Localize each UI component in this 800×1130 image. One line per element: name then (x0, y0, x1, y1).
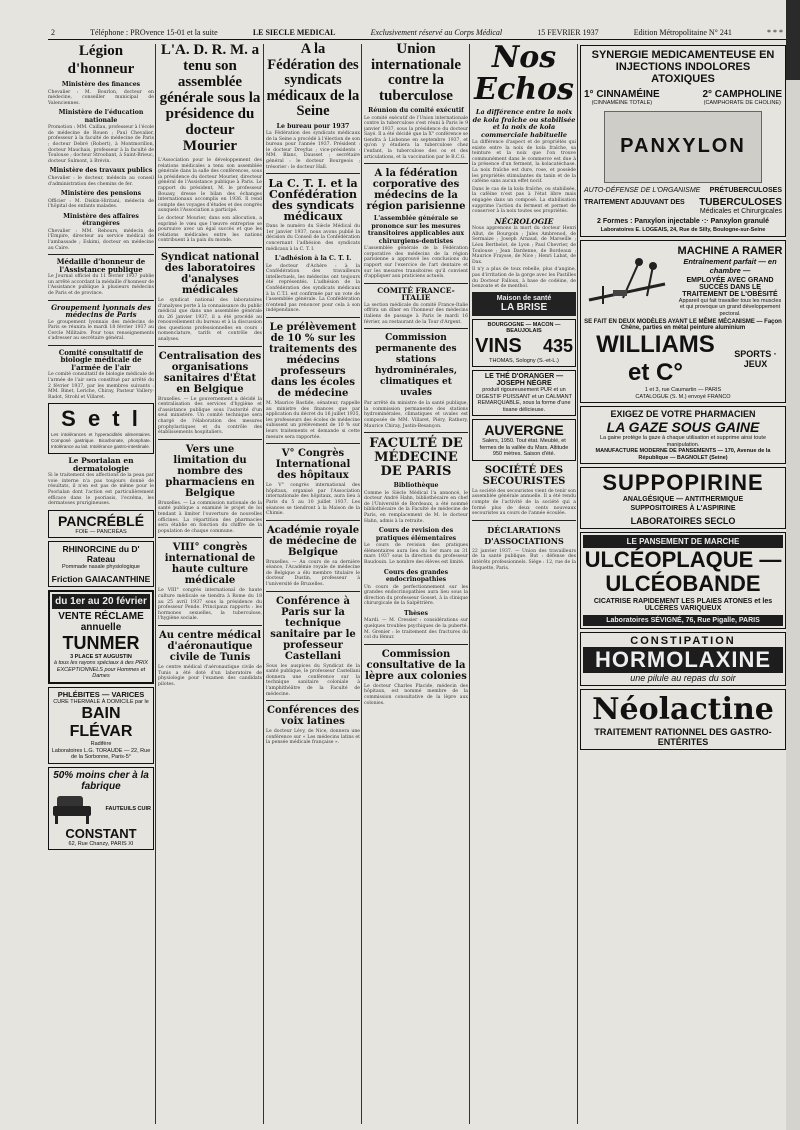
article-heading: NÉCROLOGIE (494, 216, 554, 226)
friction-title: Friction GAIACANTHINE (51, 573, 151, 584)
article-text: Officier : M. Diskin-Hiritani, médecin de l'hôpital des enfants malades. (48, 198, 154, 210)
divider (158, 346, 262, 347)
the-text: produit rigoureusement PUR et un DIGESTIF PUISSANT et un CALMANT REMARQUABLE, sous la forme d'une tisane délicieuse. (476, 387, 572, 413)
williams-side: SPORTS · JEUX (734, 349, 777, 369)
neolactine-logo: Néolactine (592, 692, 774, 727)
article-subheading: Thèses (404, 609, 428, 617)
article-subheading: L'assemblée générale se prononce sur les mesures transitoires applicables aux chirurgiens-dentistes (367, 215, 465, 245)
column-3 (266, 42, 360, 1122)
tunmer-text: à tous les rayons spéciaux à des PRIX EXCEPTIONNELS pour Hommes et Dames (53, 660, 149, 680)
tuberculoses-sub: Médicales et Chirurgicales (699, 207, 782, 215)
article-text: La société des secouristes vient de tenir son assemblée générale annuelle. Il a été rendu compte de l'activité de la société qui a formé plus de deux cents nouveaux secouristes au cours de l'année écoulée. (472, 488, 576, 517)
maison-sub: LA BRISE (500, 301, 548, 313)
article-subheading: Cours des grandes endocrinopathies (383, 568, 449, 584)
logeais-lab: Laboratoires E. LOGEAIS, 24, Rue de Silly, Boulogne-sur-Seine (600, 226, 766, 233)
divider (472, 520, 576, 521)
gaze-ad (580, 406, 786, 464)
article-heading: Conférence à Paris sur la technique sanitaire par le professeur Castellani (270, 595, 356, 662)
ulceo-text: CICATRISE RAPIDEMENT LES PLAIES ATONES et les ULCÈRES VARIQUEUX (593, 598, 773, 612)
divider (158, 439, 262, 440)
union-title: Union internationale contre la tuberculose (371, 42, 461, 104)
divider (364, 432, 468, 433)
legion-title: Légion d'honneur (67, 43, 135, 77)
setl-logo: S e t l (61, 406, 141, 432)
article-heading: Groupement lyonnais des médecins de Paris (51, 302, 151, 320)
article-heading: Le prélèvement de 10 % sur les traitements des médecins professeurs dans les écoles de médecine (268, 321, 358, 399)
auvergne-title: AUVERGNE (484, 422, 564, 439)
article-text: Le docteur Charles Placide, médecin des hôpitaux, est nommé membre de la commission consultative de la lèpre aux colonies. (364, 683, 468, 706)
article-text: Le Journal officiel du 11 février 1937 publie un arrêté accordant la médaille d'honneur de l'Assistance publique à plusieurs médecins de Paris et de province. (48, 274, 154, 296)
phlebites-title: PHLÉBITES — VARICES (57, 689, 145, 699)
formes-text: 2 Formes : Panxylon injectable ·:· Panxylon granulé (597, 217, 769, 225)
auvergne-text: Salers, 1950. Tout état. Meublé, et fermes de la vallée du Mars. Altitude 950 mètres. Saison d'été. (479, 438, 569, 458)
divider (266, 700, 360, 701)
article-heading: Comité consultatif de biologie médicale de l'armée de l'air (58, 347, 144, 372)
divider (266, 173, 360, 174)
suppopirine-text: SUPPOSITOIRES À L'ASPIRINE (630, 505, 736, 512)
divider (158, 625, 262, 626)
article-text: L'assemblée générale de la Fédération corporative des médecins de la région parisienne a approuvé les conclusions du rapport sur l'exercice de l'art dentaire et sur les mesures transitoires qu'il convient d'appliquer aux praticiens actuels. (364, 246, 468, 280)
campholine-title: 2° CAMPHOLINE (702, 89, 782, 100)
article-text: Le cours de revision des pratiques élémentaires aura lieu du 1er mars au 31 mars 1937 sous la direction du professeur Baudouin. Le nombre des élèves est limité. (364, 543, 468, 565)
panxylon-ad (580, 45, 786, 237)
rhinorcine-title: RHINORCINE du D' Rateau (62, 544, 140, 565)
article-text: Promotion : MM. Caillau, professeur à l'école de médecine de Rouen ; Paul Chevalier, professeur à la faculté de médecine de Paris ; docteur Debré (Robert), à Montmorillon, docteur Mauchais, professeur à la faculté de Toulouse ; docteur Stroobant, à Saint-Brieuc, docteur Sulmont, à Brévin. (48, 125, 154, 164)
vins-price: 435 (542, 335, 573, 356)
rhinorcine-ad (48, 541, 154, 587)
machine-sub: Entraînement parfait — en chambre — (683, 256, 777, 275)
gaze-title: EXIGEZ DE VOTRE PHARMACIEN (610, 409, 756, 419)
machine-ramer-ad (580, 240, 786, 403)
phlebites-sub: CURE THERMALE À DOMICILE par le (53, 698, 149, 705)
divider (48, 300, 154, 301)
machine-text: EMPLOYÉE AVEC GRAND SUCCÈS DANS LE TRAITEMENT DE L'OBÉSITÉ (682, 276, 778, 298)
column-rule (469, 44, 470, 1124)
column-6-ads (580, 42, 786, 1122)
article-text: Si le traitement des affections de la peau par voie interne n'a pas toujours donné de résultats, il n'en est pas de même pour le Psorialan dont l'action est particulièrement efficace dans le psoriasis, l'eczéma, les dermatoses prurigineuses. (48, 473, 154, 507)
williams-address: 1 et 3, rue Caumartin — PARIS (644, 387, 722, 393)
hormolaxine-sub: une pilule au repas du soir (630, 673, 736, 683)
article-heading: V° Congrès International des hôpitaux (275, 448, 351, 482)
bourgogne-title: BOURGOGNE — MACON — BEAUJOLAIS (487, 321, 561, 335)
column-rule (361, 44, 362, 1124)
article-subheading: L'adhésion à la C. T. I. (274, 255, 352, 263)
ulceoplaque-logo: ULCÉOPLAQUE — (584, 547, 782, 572)
divider (266, 317, 360, 318)
williams-pre: SE FAIT EN DEUX MODÈLES AYANT LE MÊME MÉCANISME — Façon Chêne, parties en métal peinture aluminium (584, 319, 782, 331)
flevar-contact: Laboratoires L.G. TORAUDE — 22, Rue de la Sorbonne, Paris-5° (51, 747, 151, 761)
ulceoplaque-ad (580, 532, 786, 629)
armchair-icon (51, 792, 95, 826)
tunmer-ad (48, 590, 154, 684)
synergie-title: SYNERGIE MEDICAMENTEUSE EN INJECTIONS INDOLORES ATOXIQUES (591, 49, 775, 85)
seclo-lab: LABORATOIRES SECLO (630, 516, 736, 526)
suppopirine-sub: ANALGÉSIQUE — ANTITHERMIQUE (622, 496, 744, 503)
auvergne-ad (472, 419, 576, 461)
column-4 (364, 42, 468, 1122)
article-heading: Médaille d'honneur de l'Assistance publique (56, 257, 146, 274)
adrm-title: L'A. D. R. M. a tenu son assemblée générale sous la présidence du docteur Mourier (159, 42, 261, 154)
article-heading: DÉCLARATIONS D'ASSOCIATIONS (484, 524, 564, 546)
ad-text: Les intolérances et hyperacidités alimentaires. Composé gastrique. Bicarbonate, phosphate. Intolérance au lait. Intolérance gastro-intestinale. (51, 432, 151, 449)
article-subheading: Bibliothèque (393, 482, 439, 490)
ministry-heading: Ministère des pensions (60, 190, 142, 198)
traitement-text: TRAITEMENT ADJUVANT DES (584, 198, 685, 206)
exclusive-note: Exclusivement réservé au Corps Médical (370, 28, 503, 37)
article-text: Le V° congrès international des hôpitaux, organisé par l'Association internationale des hôpitaux, aura lieu à Paris du 5 au 10 juillet 1937. Les séances se tiendront à la Maison de la Chimie. (266, 483, 360, 517)
sale-title: VENTE RÉCLAME annuelle (58, 610, 144, 633)
divider (364, 644, 468, 645)
neolactine-ad (580, 689, 786, 750)
autodefense-text: AUTO-DÉFENSE DE L'ORGANISME (584, 186, 701, 194)
campholine-sub: (CAMPHORATE DE CHOLINE) (703, 100, 781, 106)
suppopirine-logo: SUPPOPIRINE (602, 470, 764, 495)
federation-title: A la Fédération des syndicats médicaux de la Seine (266, 42, 360, 119)
sale-date: du 1er au 20 février (52, 594, 150, 609)
maison-name: Maison de santé (496, 294, 552, 302)
article-heading: FACULTÉ DE MÉDECINE DE PARIS (369, 436, 463, 480)
column-1 (48, 42, 154, 1122)
article-text: Mardi. — M. Cressier : considérations sur quelques troubles psychiques de la puberté. M. Grenier : le traitement des fractures du col du fémur. (364, 618, 468, 641)
telephone: Téléphone : PROvence 15-01 et la suite (90, 28, 218, 37)
article-text: Par arrêté du ministre de la santé publique, la commission permanente des stations hydrominérales, climatiques et uvales est composée de MM. Villaret, Piéry, Rathery, Maurice Chiray, Justin-Besançon. (364, 401, 468, 429)
ministry-heading: Ministère des travaux publics (49, 167, 153, 175)
article-text: Bruxelles. — La commission nationale de la santé publique a examiné le projet de loi tendant à limiter l'ouverture de nouvelles officines. La répartition des pharmacies sera établie en fonction du chiffre de la population de chaque commune. (158, 500, 262, 534)
maison-de-sante-ad (472, 292, 576, 316)
divider (266, 520, 360, 521)
article-subheading: Cours de revision des pratiques élémentaires (375, 527, 457, 542)
article-heading: VIII° congrès international de haute culture médicale (164, 542, 256, 587)
ulceobande-logo: ULCÉOBANDE (605, 571, 761, 596)
machine-text2: Appareil qui fait travailler tous les muscles et qui provoque un grand développement pectoral. (678, 297, 782, 317)
pansement-banner: LE PANSEMENT DE MARCHE (583, 535, 783, 548)
setl-ad (48, 403, 154, 454)
panxylon-logo: PANXYLON (604, 111, 762, 183)
cinnameine-sub: (CINNAMÉINE TOTALE) (591, 100, 653, 106)
gaze-lab: MANUFACTURE MODERNE DE PANSEMENTS — 170, Avenue de la République — BAGNOLET (Seine) (595, 448, 771, 461)
column-rule (155, 44, 156, 1124)
article-text: Chevalier : le docteur, médecin au conseil d'administration des chemins de fer. (48, 175, 154, 187)
neolactine-sub: TRAITEMENT RATIONNEL DES GASTRO-ENTÉRITES (594, 727, 772, 747)
divider (158, 537, 262, 538)
article-text: Le VIII° congrès international de haute culture médicale se tiendra à Rome du 18 au 25 avril 1937 sous la présidence du professeur Pende. Principaux rapports : les hormones sexuelles, la tuberculose, l'hygiène sociale. (158, 588, 262, 622)
article-heading: COMITÉ FRANCE-ITALIE (377, 285, 455, 303)
vins-logo: VINS (475, 334, 522, 357)
article-text: La Fédération des syndicats médicaux de la Seine a procédé à l'élection de son bureau pour l'année 1937. Président : le docteur Dreyfus ; vice-présidents : MM. Blanc, Dausset ; secrétaire général : le docteur Bourgeois ; trésorier : le docteur Hall. (266, 131, 360, 170)
article-heading: La différence entre la noix de kola fraîche ou stabilisée et la noix de kola commerciale habituelle (472, 108, 576, 139)
williams-logo: WILLIAMS et C° (596, 331, 715, 386)
article-heading: La C. T. I. et la Confédération des syndicats médicaux (268, 177, 358, 224)
column-5 (472, 42, 576, 1122)
article-text: Nous apprenons la mort du docteur Henri Allut, de Bourgoin ; Jules Ambrenod, de Sermaize ; Joseph Arnaud, de Marseille ; Léon Berthelot, de Lyon ; Paul Chevrier, de Toulouse ; Jean Dardenne, de Bordeaux ; Maurice Fraysse, de Nice ; Henri Labat, de Dax. (472, 226, 576, 265)
article-text: Le syndicat national des laboratoires d'analyses porte à la connaissance du public médical que dans une assemblée générale du 26 janvier 1937, il a été procédé au renouvellement du bureau et à la discussion des questions professionnelles en cours : nomenclature, tarifs et contrôle des analyses. (158, 297, 262, 343)
article-heading: Centralisation des organisations sanitaires d'État en Belgique (158, 350, 262, 395)
article-text: Le docteur d'Achère : à la Confédération des travailleurs intellectuels, les médecins ont toujours été représentés. L'adhésion de la Confédération des syndicats médicaux à la C.T.I. est confirmée par un vote de l'assemblée générale. La Confédération n'entend pas renoncer pour cela à son indépendance. (266, 263, 360, 314)
pancreble-sub: FOIE — PANCRÉAS (75, 528, 127, 535)
article-heading: Commission consultative de la lèpre aux colonies (365, 648, 467, 682)
article-heading: Au centre médical d'aéronautique civile de Tunis (158, 629, 262, 663)
issue-date: 15 FEVRIER 1937 (537, 28, 599, 37)
masthead: LE SIECLE MEDICAL (252, 28, 336, 37)
cinnameine-title: 1° CINNAMÉINE (584, 89, 660, 100)
article-text: Dans le numéro du Siècle Médical du 1er janvier 1937, nous avons publié la décision du Conseil de la Confédération concernant l'adhésion des syndicats médicaux à la C. T. I. (266, 224, 360, 252)
page-header (48, 27, 786, 40)
machine-title: MACHINE A RAMER (677, 244, 783, 257)
article-text: Le comité exécutif de l'Union internationale contre la tuberculose s'est réuni à Paris le 9 janvier 1937, sous la présidence du docteur Sayé. Il a été décidé que la X° conférence se tiendra à Lisbonne en septembre 1937, et qu'on y étudiera la tuberculose chez l'enfant, la tuberculose des os et des articulations, et la vaccination par le B.C.G. (364, 115, 468, 160)
article-text: Chevalier : MM. Rebours, médecin de l'Empire, directeur au service médical de l'ambassade ; Eskimi, docteur en médecine au Caire. (48, 228, 154, 251)
fauteuil-text: FAUTEUILS CUIR (105, 805, 151, 812)
ministry-heading: Ministère des affaires étrangères (63, 212, 139, 228)
pancreble-ad (48, 510, 154, 539)
tunmer-logo: TUNMER (62, 632, 140, 653)
constipation-title: CONSTIPATION (630, 635, 736, 647)
article-text: Il n'y a plus de toux rebelle, plus d'angine, pas d'irritation de la gorge avec les Pastilles du Docteur Falloux, à base de codéine, de benzoate et de menthol. (472, 267, 576, 290)
article-text: L'Association pour le développement des relations médicales a tenu son assemblée générale dans la salle des conférences, sous la présidence du docteur Mourier, directeur général de l'Assistance publique à Paris. Le rapport du président, M. le professeur Bouasy, dresse le bilan des échanges internationaux accomplis en 1936. Il rend compte des voyages d'études et des congrès auxquels l'Association a participé. (158, 158, 262, 214)
page-number: 2 (51, 28, 55, 37)
tunmer-address: 3 PLACE ST AUGUSTIN (70, 653, 132, 660)
article-heading: Vers une limitation du nombre des pharmaciens en Belgique (165, 443, 255, 499)
flevar-ad (48, 687, 154, 764)
article-text: Le docteur Mourier, dans son allocution, a exprimé le vœu que l'œuvre entreprise se poursuive avec un égal succès et que les relations médicales entre les nations contribuent à la paix du monde. (158, 215, 262, 244)
article-heading: Conférences des voix latines (266, 705, 359, 728)
column-2 (158, 42, 262, 1122)
divider (266, 443, 360, 444)
hormolaxine-ad (580, 632, 786, 686)
vins-ad (472, 319, 576, 368)
article-text: Le groupement lyonnais des médecins de Paris se réunira le mardi 18 février 1937 au Cercle Militaire. Pour tous renseignements s'adresser au secrétaire général. (48, 319, 154, 342)
ministry-heading: Ministère de l'éducation nationale (58, 109, 144, 124)
article-text: Le docteur Lévy, de Nice, donnera une conférence sur « Les médecins latins et la pensée médicale française ». (266, 729, 360, 746)
article-text: Le comité consultatif de biologie médicale de l'armée de l'air sera constitué par arrêté du 2 février 1937, par les membres suivants : MM. Binet, Leriche, Chiray, Pasteur Vallery-Radot, Strohl et Villaret. (48, 372, 154, 400)
article-heading: Syndicat national des laboratoires d'analyses médicales (160, 251, 260, 296)
article-heading: Le Psorialan en dermatologie (68, 456, 134, 473)
gaze-title2: LA GAZE SOUS GAINE (606, 419, 760, 435)
article-subheading: Réunion du comité exécutif (368, 107, 464, 114)
article-text: Bruxelles. — Au cours de sa dernière séance, l'Académie royale de médecine de Belgique a élu membre titulaire le docteur Dustin, professeur à l'université de Bruxelles. (266, 559, 360, 588)
fauteuil-title: 50% moins cher à la fabrique (53, 769, 149, 792)
divider (158, 247, 262, 248)
stars: * * * (767, 28, 783, 37)
gaze-text: La gaine protège la gaze à chaque utilisation et supprime ainsi toute manipulation. (599, 435, 767, 448)
article-heading: SOCIÉTÉ DES SECOURISTES (482, 464, 566, 487)
article-text: Un cours de perfectionnement sur les grandes endocrinopathies aura lieu sous la direction du professeur Gosset, à la clinique chirurgicale de la Salpêtrière. (364, 584, 468, 607)
article-text: La section médicale du comité France-Italie offrira un dîner en l'honneur des médecins italiens de passage à Paris le mardi 16 février, au restaurant de la Tour d'Argent. (364, 302, 468, 325)
article-text: Chevalier : M. Bourlon, docteur en médecine, conseiller municipal de Valenciennes. (48, 89, 154, 106)
flevar-logo: BAIN FLÉVAR (69, 705, 133, 741)
article-text: 22 janvier 1937. — Union des travailleurs de la santé publique. But : défense des intérêts professionnels. Siège : 12, rue de la Roquette, Paris. (472, 548, 576, 571)
hormolaxine-logo: HORMOLAXINE (583, 647, 783, 673)
sevigne-lab: Laboratoires SÉVIGNÉ, 76, Rue Pigalle, PARIS (583, 615, 783, 626)
suppopirine-ad (580, 467, 786, 529)
article-text: Dans le cas de la kola fraîche, ou stabilisée, la caféine n'est pas à l'état libre mais engagée dans un composé. La stabilisation supprime l'action du ferment et permet de conserver à la noix toutes ses propriétés. (472, 186, 576, 215)
rhinorcine-sub: Pommade nasale physiologique (62, 564, 140, 571)
pretuberculoses-text: PRÉTUBERCULOSES (709, 186, 782, 194)
ministry-heading: Ministère des finances (61, 81, 141, 88)
divider (48, 345, 154, 346)
divider (364, 283, 468, 284)
constant-ad (48, 767, 154, 851)
williams-catalogue: CATALOGUE (S. M.) envoyé FRANCO (635, 393, 731, 400)
divider (266, 591, 360, 592)
adjacent-page-strip (786, 80, 800, 1130)
article-text: M. Maurice Bastide, sénateur, rappelle au ministre des finances que par application du décret du 16 juillet 1935, les professeurs des écoles de médecine subissent un prélèvement de 10 % sur leurs traitements et demande si cette mesure sera rapportée. (266, 400, 360, 440)
column-rule (577, 44, 578, 1124)
article-text: Le centre médical d'aéronautique civile de Tunis a été doté d'un laboratoire de physiologie pour l'examen des candidats pilotes. (158, 664, 262, 687)
divider (48, 254, 154, 255)
divider (364, 163, 468, 164)
constant-address: 62, Rue Chanzy, PARIS XI (68, 840, 134, 847)
article-text: Sous les auspices du Syndicat de la santé publique, le professeur Castellani donnera une conférence sur la technique sanitaire coloniale à l'amphithéâtre de la Faculté de médecine. (266, 663, 360, 697)
divider (364, 328, 468, 329)
nos-echos-title: Nos Echos (474, 42, 574, 107)
article-text: Comme le Siècle Médical l'a annoncé, le docteur André Hahn, bibliothécaire en chef de l'Université de Bordeaux, a été nommé bibliothécaire de la Faculté de médecine de Paris, en remplacement de M. le docteur Hahn, admis à la retraite. (364, 490, 468, 524)
constant-logo: CONSTANT (65, 825, 137, 841)
rowing-machine-icon (583, 246, 673, 316)
article-text: La différence d'aspect et de propriétés qui existe entre la noix de kola fraîche, sa teinture et la noix que l'on trouve communément dans le commerce est due à la présence d'un ferment, la kolacatéchase. La noix fraîche est dure, rose, et possède les propriétés stimulantes du tanin et de la caféine sans aucun effet nocif. (472, 140, 576, 185)
article-heading: Commission permanente des stations hydrominérales, climatiques et uvales (375, 333, 457, 399)
article-text: Bruxelles. — Le gouvernement a décidé la centralisation des services d'hygiène et d'assistance publique sous l'autorité d'un seul ministère. Un comité technique sera chargé de l'élaboration des mesures prophylactiques et du contrôle des établissements hospitaliers. (158, 396, 262, 436)
article-heading: Académie royale de médecine de Belgique (266, 524, 360, 558)
the-oranger-ad (472, 370, 576, 416)
pancreble-title: PANCRÉBLÉ (57, 512, 145, 529)
article-heading: A la fédération corporative des médecins de la région parisienne (366, 168, 466, 213)
the-title: LE THÉ D'ORANGER — JOSEPH NÈGRE (484, 373, 564, 388)
vins-contact: THOMAS, Sologny (S.-et-L.) (489, 357, 559, 364)
article-subheading: Le bureau pour 1937 (276, 122, 350, 130)
column-rule (263, 44, 264, 1124)
flevar-sub: Radifère (90, 741, 112, 748)
edition: Edition Métropolitaine N° 241 (633, 28, 732, 37)
tuberculoses-text: TUBERCULOSES (699, 196, 782, 208)
